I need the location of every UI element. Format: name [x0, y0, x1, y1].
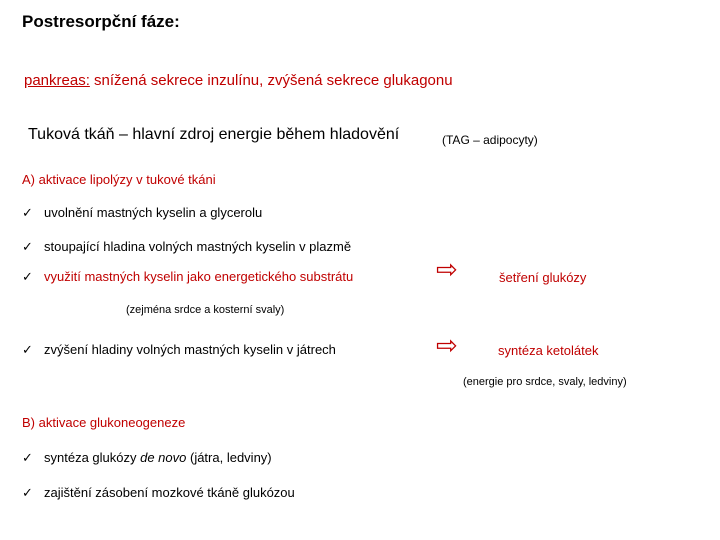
section-a-title: A) aktivace lipolýzy v tukové tkáni	[22, 172, 216, 187]
note-text: (zejména srdce a kosterní svaly)	[126, 304, 285, 316]
pankreas-line	[24, 72, 453, 89]
tag-note: (TAG – adipocyty)	[442, 133, 538, 147]
arrow-right-icon: ⇨	[436, 254, 458, 284]
list-item	[22, 450, 272, 466]
slide-title: Postresorpční fáze:	[22, 12, 180, 31]
pankreas-text: snížená sekrece inzulínu, zvýšená sekrece glukagonu	[89, 72, 453, 89]
section-b-title: B) aktivace glukoneogeneze	[22, 415, 186, 430]
list-item-italic: de novo	[140, 450, 187, 465]
list-item	[22, 269, 353, 285]
check-icon: ✓	[22, 450, 33, 465]
check-icon: ✓	[22, 485, 33, 500]
list-item-text: zajištění zásobení mozkové tkáně glukózou	[44, 485, 295, 500]
list-item	[22, 342, 336, 358]
check-icon: ✓	[22, 342, 33, 357]
result-text: šetření glukózy	[499, 270, 587, 285]
tukova-heading: Tuková tkáň – hlavní zdroj energie během hladovění	[28, 126, 400, 143]
check-icon: ✓	[22, 239, 33, 254]
note-text: (energie pro srdce, svaly, ledviny)	[463, 376, 627, 388]
list-item-text: syntéza glukózy	[44, 450, 141, 465]
list-item	[22, 239, 351, 255]
list-item	[22, 485, 295, 501]
check-icon: ✓	[22, 269, 33, 284]
list-item-text: zvýšení hladiny volných mastných kyselin v játrech	[44, 342, 336, 357]
arrow-right-icon: ⇨	[436, 330, 458, 360]
check-icon: ✓	[22, 205, 33, 220]
list-item-text: uvolnění mastných kyselin a glycerolu	[44, 205, 263, 220]
result-text: syntéza ketolátek	[498, 343, 599, 358]
pankreas-label: pankreas:	[24, 72, 90, 89]
list-item	[22, 205, 262, 221]
list-item-text: stoupající hladina volných mastných kyselin v plazmě	[44, 239, 352, 254]
list-item-text: využití mastných kyselin jako energetického substrátu	[44, 269, 354, 284]
list-item-text: (játra, ledviny)	[186, 450, 272, 465]
